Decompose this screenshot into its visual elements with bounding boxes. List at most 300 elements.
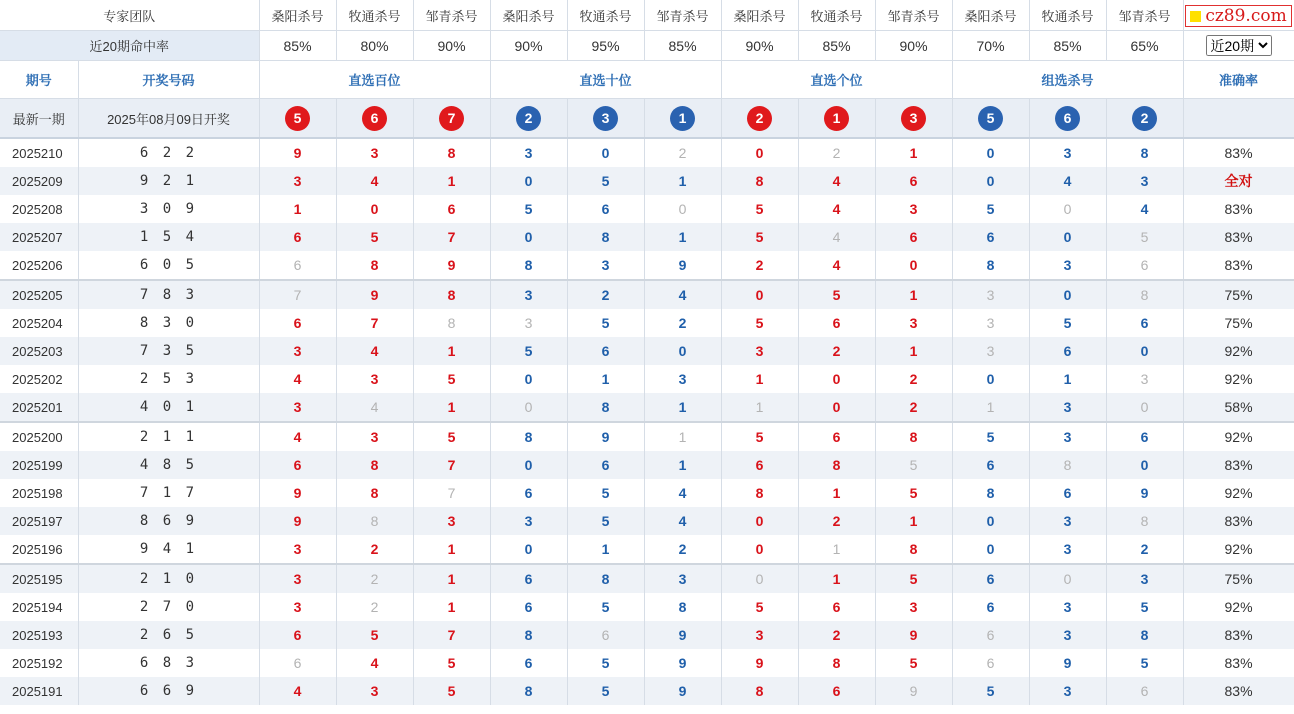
kill-number: 4 <box>1029 167 1106 195</box>
kill-number: 3 <box>1029 393 1106 422</box>
expert-name: 邹青杀号 <box>413 0 490 31</box>
kill-number: 5 <box>1106 593 1183 621</box>
draw-number: 4 0 1 <box>78 393 259 422</box>
kill-number: 3 <box>952 280 1029 309</box>
team-label: 专家团队 <box>0 0 259 31</box>
kill-number: 9 <box>644 677 721 705</box>
kill-number: 6 <box>952 621 1029 649</box>
kill-number: 8 <box>490 677 567 705</box>
kill-number: 1 <box>721 365 798 393</box>
hit-rate: 70% <box>952 31 1029 61</box>
kill-number: 3 <box>336 422 413 451</box>
col-group-combo: 组选杀号 <box>952 61 1183 99</box>
kill-number: 5 <box>567 167 644 195</box>
logo-cell <box>1183 0 1294 31</box>
kill-number: 4 <box>336 337 413 365</box>
kill-number: 8 <box>1106 621 1183 649</box>
expert-name: 邹青杀号 <box>1106 0 1183 31</box>
kill-number: 7 <box>413 451 490 479</box>
kill-number: 0 <box>567 138 644 167</box>
latest-ball: 3 <box>593 106 618 131</box>
hit-rate: 85% <box>259 31 336 61</box>
latest-ball: 6 <box>362 106 387 131</box>
kill-number: 3 <box>259 393 336 422</box>
period-number: 2025205 <box>0 280 78 309</box>
kill-number: 1 <box>875 138 952 167</box>
latest-ball-cell <box>413 99 490 139</box>
kill-number: 8 <box>952 479 1029 507</box>
period-number: 2025204 <box>0 309 78 337</box>
col-period-header: 期号 <box>0 61 78 99</box>
history-row <box>0 138 1294 167</box>
logo-text: cz89.com <box>1205 6 1287 26</box>
kill-number: 5 <box>721 195 798 223</box>
kill-number: 7 <box>413 223 490 251</box>
kill-number: 8 <box>644 593 721 621</box>
kill-number: 4 <box>798 195 875 223</box>
kill-number: 3 <box>1106 564 1183 593</box>
period-number: 2025210 <box>0 138 78 167</box>
draw-number: 3 0 9 <box>78 195 259 223</box>
kill-number: 1 <box>798 535 875 564</box>
kill-number: 2 <box>798 138 875 167</box>
kill-number: 3 <box>336 138 413 167</box>
latest-ball-cell <box>336 99 413 139</box>
kill-number: 3 <box>875 593 952 621</box>
kill-number: 3 <box>336 365 413 393</box>
kill-number: 5 <box>567 677 644 705</box>
kill-number: 4 <box>798 251 875 280</box>
kill-number: 0 <box>721 138 798 167</box>
kill-number: 6 <box>721 451 798 479</box>
kill-number: 9 <box>1106 479 1183 507</box>
expert-name: 邹青杀号 <box>875 0 952 31</box>
kill-number: 9 <box>875 621 952 649</box>
accuracy-value: 83% <box>1183 677 1294 705</box>
kill-number: 8 <box>798 649 875 677</box>
kill-number: 6 <box>1106 309 1183 337</box>
kill-number: 0 <box>1029 564 1106 593</box>
kill-number: 3 <box>721 621 798 649</box>
kill-number: 5 <box>1029 309 1106 337</box>
latest-ball-cell <box>490 99 567 139</box>
kill-number: 0 <box>644 195 721 223</box>
history-row <box>0 564 1294 593</box>
period-select-cell <box>1183 31 1294 61</box>
period-number: 2025207 <box>0 223 78 251</box>
kill-number: 0 <box>1029 280 1106 309</box>
kill-number: 6 <box>798 677 875 705</box>
kill-number: 0 <box>875 251 952 280</box>
kill-number: 6 <box>1029 479 1106 507</box>
kill-number: 3 <box>644 564 721 593</box>
kill-number: 3 <box>490 309 567 337</box>
kill-number: 6 <box>490 593 567 621</box>
kill-number: 1 <box>644 393 721 422</box>
kill-number: 2 <box>644 138 721 167</box>
kill-number: 3 <box>1029 621 1106 649</box>
kill-number: 0 <box>644 337 721 365</box>
kill-number: 6 <box>952 223 1029 251</box>
kill-number: 4 <box>644 280 721 309</box>
history-row <box>0 223 1294 251</box>
col-group-units: 直选个位 <box>721 61 952 99</box>
kill-number: 3 <box>1029 251 1106 280</box>
hit-rate: 90% <box>490 31 567 61</box>
accuracy-value: 83% <box>1183 195 1294 223</box>
latest-accuracy-empty <box>1183 99 1294 139</box>
kill-number: 5 <box>1106 223 1183 251</box>
history-row <box>0 621 1294 649</box>
history-row <box>0 251 1294 280</box>
kill-number: 2 <box>875 365 952 393</box>
kill-number: 3 <box>952 309 1029 337</box>
kill-number: 5 <box>413 677 490 705</box>
draw-number: 7 8 3 <box>78 280 259 309</box>
kill-number: 2 <box>567 280 644 309</box>
kill-number: 3 <box>336 677 413 705</box>
kill-number: 6 <box>1106 422 1183 451</box>
accuracy-value: 75% <box>1183 309 1294 337</box>
period-number: 2025206 <box>0 251 78 280</box>
hit-rate: 90% <box>875 31 952 61</box>
kill-number: 5 <box>336 223 413 251</box>
kill-number: 0 <box>1029 195 1106 223</box>
kill-number: 6 <box>798 422 875 451</box>
kill-number: 8 <box>490 422 567 451</box>
latest-label: 最新一期 <box>0 99 78 139</box>
history-row <box>0 309 1294 337</box>
kill-number: 5 <box>875 451 952 479</box>
accuracy-value: 92% <box>1183 365 1294 393</box>
kill-number: 0 <box>336 195 413 223</box>
period-number: 2025196 <box>0 535 78 564</box>
kill-number: 0 <box>490 393 567 422</box>
latest-ball-cell <box>644 99 721 139</box>
period-range-select[interactable] <box>1206 35 1272 56</box>
kill-number: 6 <box>490 479 567 507</box>
period-number: 2025193 <box>0 621 78 649</box>
kill-number: 9 <box>644 621 721 649</box>
kill-number: 1 <box>644 451 721 479</box>
kill-number: 8 <box>413 138 490 167</box>
kill-number: 1 <box>875 337 952 365</box>
kill-number: 4 <box>798 167 875 195</box>
kill-number: 4 <box>259 677 336 705</box>
period-number: 2025198 <box>0 479 78 507</box>
kill-number: 3 <box>1029 507 1106 535</box>
kill-number: 3 <box>413 507 490 535</box>
draw-number: 2 7 0 <box>78 593 259 621</box>
history-row <box>0 451 1294 479</box>
kill-number: 6 <box>259 251 336 280</box>
kill-number: 4 <box>336 649 413 677</box>
kill-number: 8 <box>567 564 644 593</box>
kill-number: 0 <box>721 564 798 593</box>
kill-number: 2 <box>336 564 413 593</box>
kill-number: 1 <box>952 393 1029 422</box>
latest-ball-cell <box>875 99 952 139</box>
kill-number: 3 <box>1029 677 1106 705</box>
expert-name: 桑阳杀号 <box>952 0 1029 31</box>
kill-number: 0 <box>798 393 875 422</box>
history-row <box>0 337 1294 365</box>
kill-number: 6 <box>1106 251 1183 280</box>
period-number: 2025191 <box>0 677 78 705</box>
kill-number: 3 <box>1106 167 1183 195</box>
kill-number: 0 <box>490 223 567 251</box>
kill-number: 0 <box>798 365 875 393</box>
kill-number: 6 <box>952 593 1029 621</box>
kill-number: 9 <box>259 479 336 507</box>
kill-number: 3 <box>259 593 336 621</box>
kill-number: 0 <box>1106 451 1183 479</box>
latest-ball: 5 <box>978 106 1003 131</box>
history-row <box>0 479 1294 507</box>
kill-number: 5 <box>567 479 644 507</box>
kill-number: 0 <box>490 451 567 479</box>
kill-number: 2 <box>721 251 798 280</box>
kill-number: 6 <box>875 167 952 195</box>
kill-number: 0 <box>721 535 798 564</box>
period-number: 2025197 <box>0 507 78 535</box>
kill-number: 5 <box>567 507 644 535</box>
hit-rate-row <box>0 31 1294 61</box>
latest-date: 2025年08月09日开奖 <box>78 99 259 139</box>
kill-number: 9 <box>644 251 721 280</box>
kill-number: 1 <box>644 422 721 451</box>
hit-rate: 90% <box>413 31 490 61</box>
kill-number: 1 <box>798 564 875 593</box>
draw-number: 9 4 1 <box>78 535 259 564</box>
kill-number: 6 <box>567 621 644 649</box>
expert-name: 牧通杀号 <box>798 0 875 31</box>
kill-number: 2 <box>644 535 721 564</box>
history-row <box>0 507 1294 535</box>
history-row <box>0 535 1294 564</box>
accuracy-value: 92% <box>1183 535 1294 564</box>
kill-number: 1 <box>259 195 336 223</box>
history-row <box>0 365 1294 393</box>
draw-number: 4 8 5 <box>78 451 259 479</box>
latest-ball-cell <box>798 99 875 139</box>
kill-number: 9 <box>875 677 952 705</box>
kill-number: 5 <box>952 677 1029 705</box>
kill-number: 5 <box>721 422 798 451</box>
kill-number: 3 <box>875 309 952 337</box>
kill-number: 8 <box>721 167 798 195</box>
kill-number: 6 <box>259 621 336 649</box>
period-number: 2025203 <box>0 337 78 365</box>
kill-number: 5 <box>567 649 644 677</box>
kill-number: 7 <box>259 280 336 309</box>
hit-rate: 65% <box>1106 31 1183 61</box>
kill-number: 6 <box>952 649 1029 677</box>
kill-number: 4 <box>336 167 413 195</box>
period-number: 2025202 <box>0 365 78 393</box>
kill-number: 1 <box>875 280 952 309</box>
kill-number: 6 <box>952 451 1029 479</box>
draw-number: 8 3 0 <box>78 309 259 337</box>
kill-number: 6 <box>413 195 490 223</box>
kill-number: 8 <box>875 535 952 564</box>
draw-number: 2 5 3 <box>78 365 259 393</box>
kill-number: 8 <box>1029 451 1106 479</box>
accuracy-value: 83% <box>1183 251 1294 280</box>
latest-ball: 1 <box>670 106 695 131</box>
draw-number: 2 6 5 <box>78 621 259 649</box>
expert-team-row <box>0 0 1294 31</box>
kill-number: 4 <box>259 365 336 393</box>
expert-name: 桑阳杀号 <box>721 0 798 31</box>
kill-number: 2 <box>336 593 413 621</box>
kill-number: 4 <box>259 422 336 451</box>
period-number: 2025195 <box>0 564 78 593</box>
kill-number: 8 <box>490 251 567 280</box>
kill-number: 5 <box>875 649 952 677</box>
accuracy-value: 83% <box>1183 507 1294 535</box>
kill-number: 3 <box>1029 422 1106 451</box>
kill-number: 4 <box>1106 195 1183 223</box>
accuracy-value: 全对 <box>1183 167 1294 195</box>
kill-number: 1 <box>798 479 875 507</box>
latest-ball-cell <box>259 99 336 139</box>
col-group-tens: 直选十位 <box>490 61 721 99</box>
kill-number: 9 <box>259 507 336 535</box>
kill-number: 5 <box>413 422 490 451</box>
hit-rate: 80% <box>336 31 413 61</box>
kill-number: 0 <box>952 167 1029 195</box>
history-row <box>0 422 1294 451</box>
period-number: 2025209 <box>0 167 78 195</box>
kill-number: 2 <box>798 337 875 365</box>
kill-number: 5 <box>567 309 644 337</box>
kill-number: 8 <box>798 451 875 479</box>
kill-number: 5 <box>721 223 798 251</box>
kill-number: 0 <box>490 167 567 195</box>
kill-number: 1 <box>875 507 952 535</box>
kill-number: 5 <box>336 621 413 649</box>
kill-number: 8 <box>721 479 798 507</box>
kill-number: 3 <box>490 138 567 167</box>
kill-number: 8 <box>336 251 413 280</box>
kill-number: 8 <box>413 280 490 309</box>
accuracy-value: 92% <box>1183 422 1294 451</box>
kill-number: 1 <box>721 393 798 422</box>
kill-number: 6 <box>490 649 567 677</box>
period-number: 2025192 <box>0 649 78 677</box>
draw-number: 7 3 5 <box>78 337 259 365</box>
kill-number: 1 <box>413 593 490 621</box>
latest-ball: 7 <box>439 106 464 131</box>
kill-number: 0 <box>952 535 1029 564</box>
kill-number: 5 <box>413 365 490 393</box>
kill-number: 6 <box>567 337 644 365</box>
history-row <box>0 195 1294 223</box>
draw-number: 7 1 7 <box>78 479 259 507</box>
kill-number: 6 <box>798 309 875 337</box>
kill-number: 9 <box>336 280 413 309</box>
col-group-hundreds: 直选百位 <box>259 61 490 99</box>
kill-number: 2 <box>798 507 875 535</box>
kill-number: 3 <box>1106 365 1183 393</box>
kill-number: 5 <box>798 280 875 309</box>
history-row <box>0 280 1294 309</box>
kill-number: 8 <box>952 251 1029 280</box>
draw-number: 8 6 9 <box>78 507 259 535</box>
kill-number: 8 <box>721 677 798 705</box>
kill-number: 3 <box>952 337 1029 365</box>
accuracy-value: 83% <box>1183 649 1294 677</box>
kill-number: 6 <box>490 564 567 593</box>
kill-number: 5 <box>721 593 798 621</box>
kill-number: 1 <box>413 535 490 564</box>
period-number: 2025194 <box>0 593 78 621</box>
kill-number: 2 <box>875 393 952 422</box>
draw-number: 1 5 4 <box>78 223 259 251</box>
latest-draw-row <box>0 99 1294 139</box>
col-draw-header: 开奖号码 <box>78 61 259 99</box>
kill-number: 5 <box>952 422 1029 451</box>
kill-number: 0 <box>1106 393 1183 422</box>
latest-ball: 6 <box>1055 106 1080 131</box>
draw-number: 6 8 3 <box>78 649 259 677</box>
kill-number: 1 <box>644 223 721 251</box>
kill-number: 3 <box>1029 138 1106 167</box>
history-row <box>0 167 1294 195</box>
latest-ball: 5 <box>285 106 310 131</box>
kill-number: 9 <box>567 422 644 451</box>
expert-name: 桑阳杀号 <box>259 0 336 31</box>
kill-number: 0 <box>721 280 798 309</box>
kill-number: 5 <box>952 195 1029 223</box>
draw-number: 2 1 0 <box>78 564 259 593</box>
kill-number: 6 <box>259 451 336 479</box>
kill-number: 2 <box>798 621 875 649</box>
kill-number: 3 <box>490 280 567 309</box>
kill-number: 1 <box>413 393 490 422</box>
kill-number: 5 <box>413 649 490 677</box>
expert-name: 邹青杀号 <box>644 0 721 31</box>
kill-number: 0 <box>721 507 798 535</box>
kill-number: 9 <box>644 649 721 677</box>
kill-number: 5 <box>490 195 567 223</box>
period-number: 2025200 <box>0 422 78 451</box>
kill-number: 3 <box>875 195 952 223</box>
kill-number: 6 <box>259 223 336 251</box>
accuracy-value: 58% <box>1183 393 1294 422</box>
kill-number: 8 <box>336 507 413 535</box>
kill-number: 1 <box>1029 365 1106 393</box>
cz89-logo[interactable] <box>1185 5 1291 27</box>
period-number: 2025208 <box>0 195 78 223</box>
accuracy-value: 83% <box>1183 621 1294 649</box>
accuracy-value: 92% <box>1183 337 1294 365</box>
latest-ball-cell <box>1106 99 1183 139</box>
kill-number: 6 <box>1029 337 1106 365</box>
kill-number: 8 <box>413 309 490 337</box>
draw-number: 9 2 1 <box>78 167 259 195</box>
latest-ball: 2 <box>1132 106 1157 131</box>
kill-number: 7 <box>413 621 490 649</box>
kill-number: 4 <box>644 479 721 507</box>
accuracy-value: 83% <box>1183 223 1294 251</box>
kill-number: 6 <box>952 564 1029 593</box>
kill-number: 3 <box>721 337 798 365</box>
kill-number: 3 <box>1029 535 1106 564</box>
kill-number: 8 <box>567 393 644 422</box>
kill-number: 3 <box>1029 593 1106 621</box>
